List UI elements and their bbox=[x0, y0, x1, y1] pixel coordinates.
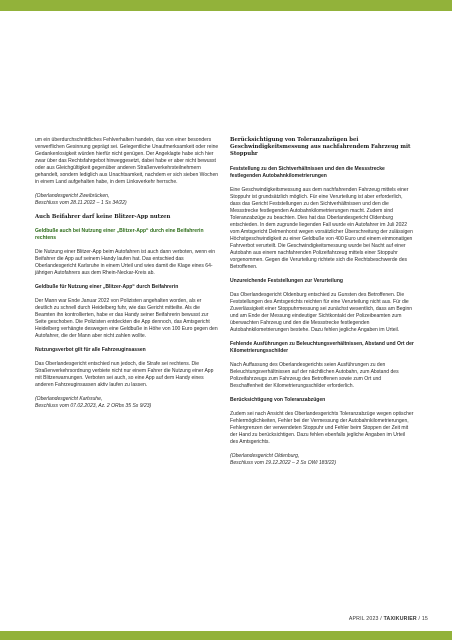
left-column bbox=[35, 137, 219, 410]
article-paragraph: Das Oberlandesgericht Oldenburg entschied zu Gunsten des Betroffenen. Die Feststellungen des Amtsgerichts reichten für eine Verurteilung nicht aus. Für die Zuverlässigkeit einer Stoppuhrmessung sei zunächst wesentlich, dass am Beginn und am Ende der Messung eindeutiger Sichtkontakt der Polizeibeamten zum überwachten Fahrzeug und den die Messstrecke festlegenden Autobahnkilometrierungen bestehe. Dazu fehlen jegliche Angaben im Urteil. bbox=[230, 291, 413, 333]
article-subheading: Fehlende Ausführungen zu Beleuchtungsverhältnissen, Abstand und Ort der Kilometrierungsschilder bbox=[230, 340, 414, 354]
article-paragraph: Eine Geschwindigkeitsmessung aus dem nachfahrenden Fahrzeug mittels einer Stoppuhr ist grundsätzlich möglich. Für eine Verurteilung ist aber erforderlich, dass das Gericht Feststellungen zu den Sichtverhältnissen und den die Messstrecke festlegenden Autobahnkilometrierungen macht. Zudem sind Toleranzabzüge zu beachten. Dies hat das Oberlandesgericht Oldenburg entschieden. In dem zugrunde liegenden Fall wurde ein Autofahrer im Juli 2022 vom Amtsgericht Delmenhorst wegen vorsätzlicher Überschreitung der zulässigen Höchstgeschwindigkeit zu einer Geldbuße von 400 Euro und einem einmonatigen Fahrverbot verurteilt. Die Geschwindigkeitsmessung wurde bei Nacht auf einer Autobahn aus einem nachfahrenden Polizeifahrzeug mittels einer Stoppuhr vorgenommen. Gegen die Verurteilung richtete sich die Rechtsbeschwerde des Betroffenen. bbox=[230, 186, 413, 270]
article-subheading: Unzureichende Feststellungen zur Verurteilung bbox=[230, 277, 344, 284]
intro-paragraph: um ein überdurchschnittliches Fehlverhalten handeln, das von einer besonders verwerflichen Gesinnung geprägt sei. Gelegentliche Unaufmerksamkeit oder reine Gedankenlosigkeit würden hierfür nicht genügen. Der Angeklagte habe sich hier zwar über das Rechtsfahrgebot hinweggesetzt, dabei habe er aber nicht bewusst oder aus Gleichgültigkeit gegenüber anderen Straßenverkehrsteilnehmern gehandelt, sondern lediglich aus Unachtsamkeit, nachdem er sich sieben Wochen in einem Land aufgehalten habe, in dem Linksverkehr herrsche. bbox=[35, 137, 219, 185]
article-subheading: Geldbuße für Nutzung einer „Blitzer-App“ durch Beifahrerin bbox=[35, 284, 179, 291]
article-paragraph: Nach Auffassung des Oberlandesgerichts seien Ausführungen zu den Beleuchtungsverhältnissen auf der nächtlichen Autobahn, zum Abstand des Polizeifahrzeugs zum Fahrzeug des Betroffenen sowie zum Ort und Beschaffenheit der Kilometrierungsschilder erforderlich. bbox=[230, 361, 399, 389]
source-reference: Beschluss vom 07.02.2023, Az. 2 ORbs 35 Ss 9/23) bbox=[35, 403, 152, 410]
article-subheading: Berücksichtigung von Toleranzabzügen bbox=[230, 396, 326, 403]
court-source-citation bbox=[35, 193, 219, 207]
footer-folio bbox=[349, 616, 428, 622]
right-column bbox=[230, 137, 414, 467]
article-paragraph: Das Oberlandesgericht entschied nun jedoch, die Strafe sei rechtens. Die Straßenverkehrsordnung verbiete nicht nur einem Fahrer die Nutzung einer App mit Blitzerwarnungen. Verboten sei auch, so eine App auf dem Handy eines anderen Fahrzeuginsassen aktiv laufen zu lassen. bbox=[35, 361, 214, 389]
source-reference: Beschluss vom 28.11.2022 – 1 Ss 34/22) bbox=[35, 200, 127, 206]
top-accent-bar bbox=[0, 0, 452, 11]
article-paragraph: Zudem sei nach Ansicht des Oberlandesgerichts Toleranzabzüge wegen optischer Fehlermöglichkeiten, Fehler bei der Vermessung der Autobahnkilometrierungen, Fehlergrenzen der verwendeten Stoppuhr und Fehler beim Stoppen der Zeit mit der Hand zu berücksichtigen. Dazu fehlen ebenfalls jegliche Angaben im Urteil des Amtsgerichts. bbox=[230, 410, 414, 445]
source-court: (Oberlandesgericht Zweibrücken, bbox=[35, 193, 110, 199]
source-court: (Oberlandesgericht Oldenburg, bbox=[230, 452, 300, 459]
article-paragraph: Der Mann war Ende Januar 2022 von Polizisten angehalten worden, als er deutlich zu schnell durch Heidelberg fuhr, wie das Gericht mitteilte. Als die Beamten ihn kontrollierten, habe er das Handy seiner Beifahrerin bewusst zur Seite geschoben. Die Polizisten entdeckten die App dennoch, das Amtsgericht Heidelberg verhängte deswegen eine Geldbuße in Höhe von 100 Euro gegen den Autofahrer, die der Mann aber nicht zahlen wollte. bbox=[35, 298, 218, 340]
court-source-citation bbox=[35, 396, 219, 410]
article-subheading: Nutzungsverbot gilt für alle Fahrzeuginsassen bbox=[35, 347, 146, 354]
source-reference: Beschluss vom 19.12.2022 – 2 Ss OWi 183/22) bbox=[230, 459, 336, 466]
footer-issue: APRIL 2023 / bbox=[348, 616, 384, 622]
article-subheading: Feststellung zu den Sichtverhältnissen und den die Messstrecke festlegenden Autobahnkilometrierungen bbox=[230, 165, 385, 179]
section-heading: Berücksichtigung von Toleranzabzügen bei Geschwindigkeitsmessung aus nachfahrendem Fahrzeug mit Stoppuhr bbox=[230, 137, 411, 158]
bottom-accent-bar bbox=[0, 631, 452, 640]
section-heading: Auch Beifahrer darf keine Blitzer-App nutzen bbox=[35, 214, 171, 220]
source-court: (Oberlandesgericht Karlsruhe, bbox=[35, 396, 103, 403]
page-footer bbox=[0, 608, 452, 640]
footer-page-number: / 15 bbox=[416, 616, 428, 622]
article-subheading: Geldbuße auch bei Nutzung einer „Blitzer-App“ durch eine Beifahrerin rechtens bbox=[35, 228, 204, 242]
footer-magazine-name: TAXIKURIER bbox=[383, 616, 417, 622]
article-paragraph: Die Nutzung einer Blitzer-App beim Autofahren ist auch dann verboten, wenn ein Beifahrer die App auf seinem Handy laufen hat. Das entschied das Oberlandesgericht Karlsruhe in einem Urteil und wies damit die Klage eines 64-jährigen Autofahrers aus dem Rhein-Neckar-Kreis ab. bbox=[35, 249, 216, 277]
court-source-citation bbox=[230, 453, 414, 467]
